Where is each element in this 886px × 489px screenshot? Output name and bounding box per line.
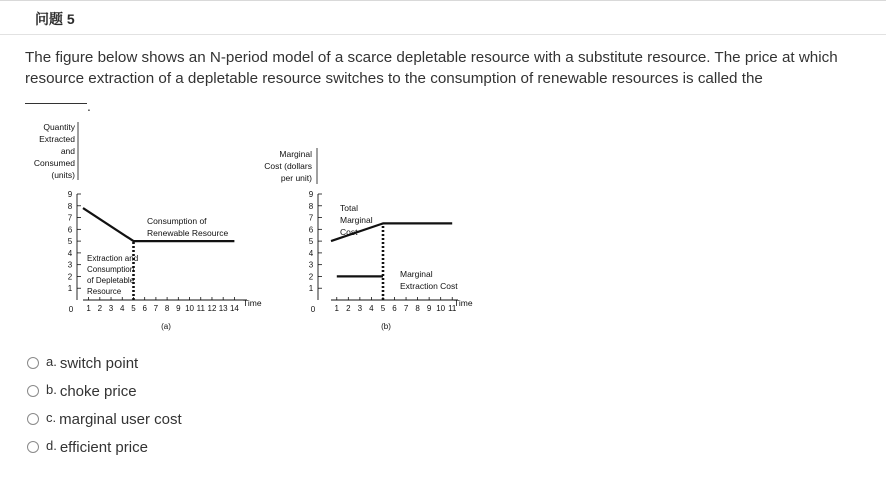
panel-b-y-tick-label: 9 xyxy=(308,190,314,199)
panel-b-x-tick-label: 5 xyxy=(380,304,386,313)
top-border xyxy=(0,0,886,1)
panel-a-ylabel-line: and xyxy=(60,146,75,156)
panel-a-label-depletable: Consumption xyxy=(87,265,135,274)
panel-b-y-tick-label: 3 xyxy=(308,260,314,270)
panel-a-label-renewable: Renewable Resource xyxy=(147,228,229,238)
panel-b-x-tick-label: 6 xyxy=(392,304,397,313)
panel-a-y-tick-label: 3 xyxy=(67,260,73,270)
option-b-radio[interactable] xyxy=(27,385,39,397)
panel-b-y-tick-label: 8 xyxy=(308,201,314,211)
panel-a-x-tick-label: 9 xyxy=(176,304,181,313)
option-c-text: marginal user cost xyxy=(59,410,182,428)
option-a[interactable] xyxy=(27,349,182,377)
panel-b-y-tick-label: 7 xyxy=(308,213,314,223)
panel-a-x-tick-label: 1 xyxy=(86,304,91,313)
option-c[interactable] xyxy=(27,405,182,433)
panel-a-label-depletable: Resource xyxy=(87,287,122,296)
option-c-radio[interactable] xyxy=(27,413,39,425)
panel-b-ylabel-line: Cost (dollars xyxy=(264,161,312,171)
title-divider xyxy=(0,34,886,35)
panel-a-label-depletable: of Depletable xyxy=(87,276,135,285)
panel-b-y-tick-label: 4 xyxy=(308,248,314,258)
panel-b-y-tick-label: 1 xyxy=(308,284,314,294)
panel-a-ylabel-line: Extracted xyxy=(39,134,75,144)
panel-b-x-tick-label: 10 xyxy=(436,304,446,313)
panel-a-ylabel-line: Consumed xyxy=(33,158,75,168)
panel-b-x-tick-label: 7 xyxy=(403,304,409,313)
panel-b-x-tick-label: 8 xyxy=(415,304,420,313)
panel-b-label-mec: Marginal xyxy=(400,269,433,279)
panel-b-ylabel-line: per unit) xyxy=(280,173,312,183)
panel-b-y-ticks xyxy=(309,190,322,293)
panel-a-label-renewable: Consumption of xyxy=(147,216,207,226)
option-d-radio[interactable] xyxy=(27,441,39,453)
panel-a-label-depletable: Extraction and xyxy=(87,254,139,263)
panel-a-x-tick-label: 3 xyxy=(108,304,114,313)
panel-b-x-tick-label: 9 xyxy=(426,304,432,313)
panel-a-origin: 0 xyxy=(68,305,74,314)
panel-a-x-tick-label: 14 xyxy=(229,304,239,313)
panel-a-y-tick-label: 4 xyxy=(67,248,73,258)
answer-options xyxy=(27,349,182,461)
panel-b-label-mec: Extraction Cost xyxy=(400,281,458,291)
panel-b xyxy=(264,148,473,331)
panel-b-x-tick-label: 4 xyxy=(369,304,374,313)
option-a-radio[interactable] xyxy=(27,357,39,369)
panel-a-x-tick-label: 6 xyxy=(142,304,147,313)
panel-a-x-tick-label: 5 xyxy=(131,304,136,313)
question-figure xyxy=(20,118,473,338)
panel-a-y-tick-label: 1 xyxy=(67,284,73,294)
blank-period: . xyxy=(87,98,91,114)
panel-b-x-ticks xyxy=(335,297,457,313)
option-d-text: efficient price xyxy=(59,438,148,456)
panel-a-caption: (a) xyxy=(161,322,171,331)
panel-b-caption: (b) xyxy=(381,322,391,331)
option-a-text: switch point xyxy=(59,354,139,372)
panel-a-x-tick-label: 10 xyxy=(185,304,194,313)
panel-a-x-tick-label: 12 xyxy=(207,304,217,313)
option-b[interactable] xyxy=(27,377,182,405)
panel-a-y-tick-label: 7 xyxy=(67,213,73,223)
option-c-letter: c. xyxy=(46,409,57,425)
panel-b-label-tmc: Marginal xyxy=(340,215,373,225)
option-a-letter: a. xyxy=(46,353,57,369)
panel-a-ylabel-line: Quantity xyxy=(43,122,75,132)
panel-b-y-tick-label: 5 xyxy=(308,237,314,247)
panel-a-y-tick-label: 8 xyxy=(67,201,73,211)
option-d[interactable] xyxy=(27,433,182,461)
panel-b-x-tick-label: 3 xyxy=(357,304,363,313)
option-b-text: choke price xyxy=(59,382,137,400)
answer-blank xyxy=(25,103,87,104)
panel-b-x-tick-label: 1 xyxy=(334,304,339,313)
panel-a-y-tick-label: 5 xyxy=(67,237,73,247)
panel-a-x-ticks xyxy=(86,297,239,313)
panel-a-y-tick-label: 9 xyxy=(67,190,73,199)
panel-b-x-tick-label: 11 xyxy=(448,304,457,313)
panel-b-label-tmc: Total xyxy=(340,203,358,213)
panel-a-x-tick-label: 4 xyxy=(120,304,125,313)
panel-b-xlabel: Time xyxy=(454,298,473,308)
panel-b-ylabel-line: Marginal xyxy=(279,149,312,159)
panel-a-x-tick-label: 7 xyxy=(153,304,159,313)
panel-a-y-ticks xyxy=(68,190,81,293)
panel-a-xlabel: Time xyxy=(243,298,262,308)
option-b-letter: b. xyxy=(46,381,57,397)
panel-a-x-tick-label: 13 xyxy=(218,304,228,313)
question-text: The figure below shows an N-period model of a scarce depletable resource with a substitute resource. The price at which resource extraction of a depletable resource switches to the consumption of renewable resources is called the xyxy=(25,49,838,87)
panel-b-label-tmc: Cost xyxy=(340,227,358,237)
panel-b-x-tick-label: 2 xyxy=(346,304,351,313)
panel-a-y-tick-label: 2 xyxy=(67,272,73,282)
panel-a-x-tick-label: 2 xyxy=(97,304,103,313)
panel-a-x-tick-label: 8 xyxy=(164,304,170,313)
panel-b-origin: 0 xyxy=(310,305,316,314)
panel-a-y-tick-label: 6 xyxy=(67,225,73,235)
panel-b-y-tick-label: 6 xyxy=(308,225,314,235)
panel-a xyxy=(34,122,262,331)
option-d-letter: d. xyxy=(46,437,57,453)
question-title: 问题 5 xyxy=(35,11,75,27)
panel-b-y-tick-label: 2 xyxy=(308,272,314,282)
panel-a-x-tick-label: 11 xyxy=(196,304,205,313)
panel-a-ylabel-line: (units) xyxy=(51,170,75,180)
